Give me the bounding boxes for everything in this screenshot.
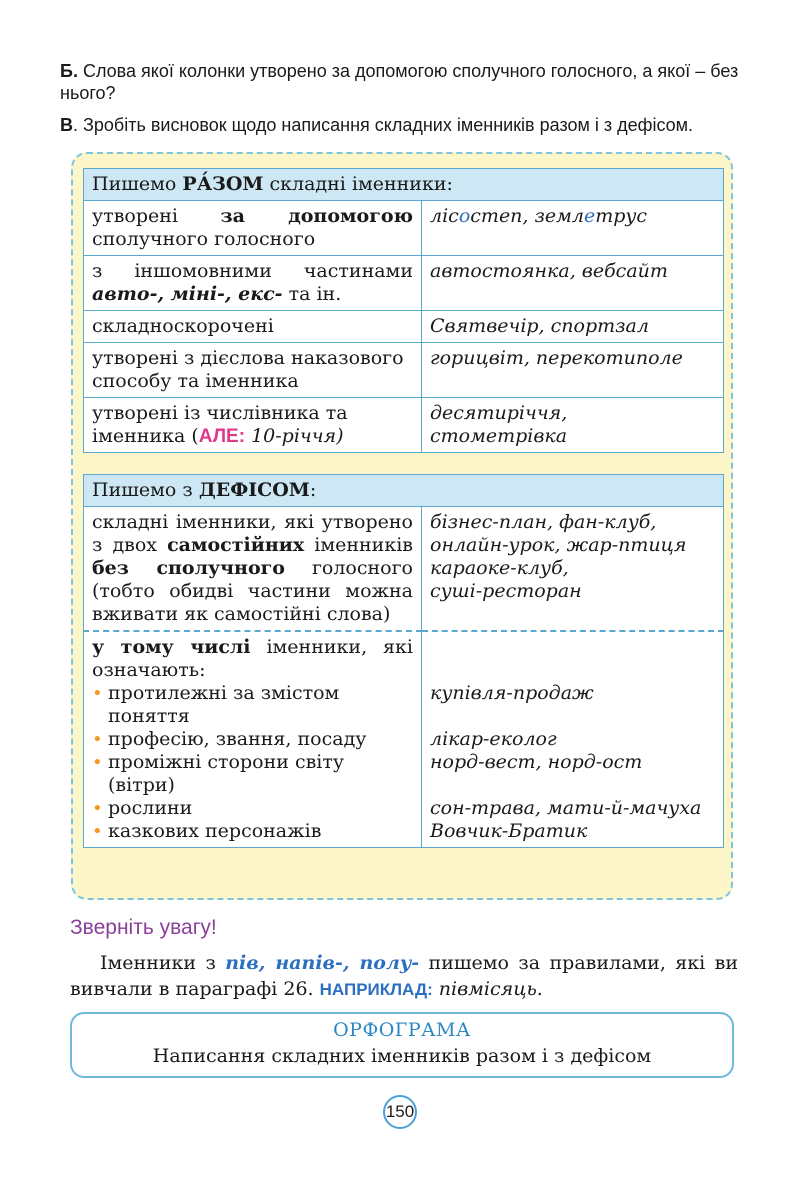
- orthogram-title: ОРФОГРАМА: [333, 1019, 471, 1041]
- list-item: • професію, звання, посаду: [92, 728, 367, 750]
- example-cell: купівля-продаж лікар-еколог норд-вест, норд-ост сон-трава, мати-й-мачуха Вовчик-Братик: [422, 631, 724, 848]
- question-v: [60, 114, 740, 136]
- rule-cell: утворені за допомогою сполучного голосного: [84, 201, 422, 256]
- together-header: Пишемо РА́ЗОМ складні іменники:: [84, 169, 724, 201]
- bullet-icon: •: [92, 798, 103, 819]
- example-cell: десятиріччя, стометрівка: [422, 398, 724, 453]
- orthogram-text: Написання складних іменників разом і з дефісом: [152, 1045, 652, 1067]
- list-item: • проміжні сторони світу (вітри): [92, 751, 345, 796]
- table-row: [84, 507, 724, 632]
- example-cell: горицвіт, перекотиполе: [422, 343, 724, 398]
- table-row: [84, 398, 724, 453]
- note-paragraph: Іменники з пів, напів-, полу- пишемо за правилами, які ви вивчали в параграфі 26. НАПРИКЛАД: півмісяць.: [70, 952, 738, 1000]
- bullet-icon: •: [92, 821, 103, 842]
- question-text: Слова якої колонки утворено за допомогою сполучного голосного, а якої – без нього?: [60, 61, 739, 103]
- rule-cell: утворені з дієслова наказового способу та іменника: [84, 343, 422, 398]
- question-b: [60, 60, 740, 104]
- list-item: • казкових персонажів: [92, 820, 322, 842]
- orthogram-box: [70, 1012, 734, 1078]
- bullet-icon: •: [92, 752, 103, 773]
- example-cell: бізнес-план, фан-клуб, онлайн-урок, жар-птиця караоке-клуб, суші-ресторан: [422, 507, 724, 632]
- rule-cell: утворені із числівника та іменника (АЛЕ: 10-річчя): [84, 398, 422, 453]
- table-header-row: [84, 475, 724, 507]
- list-item: • протилежні за змістом поняття: [92, 682, 340, 727]
- hyphen-table: [83, 474, 724, 848]
- question-letter: В: [60, 115, 73, 135]
- table-row: [84, 256, 724, 311]
- together-table: [83, 168, 724, 453]
- table-row: [84, 311, 724, 343]
- bullet-icon: •: [92, 683, 103, 704]
- bullet-icon: •: [92, 729, 103, 750]
- table-header-row: [84, 169, 724, 201]
- question-text: . Зробіть висновок щодо написання складних іменників разом і з дефісом.: [73, 115, 694, 135]
- example-cell: Святвечір, спортзал: [422, 311, 724, 343]
- rule-cell: у тому числі іменники, які означають: • протилежні за змістом поняття • професію, звання, посаду • проміжні сторони світу (вітри) • рослини • казкових персонажів: [84, 631, 422, 848]
- page-number: 150: [383, 1095, 417, 1129]
- rule-cell: з іншомовними частинами авто-, міні-, екс- та ін.: [84, 256, 422, 311]
- question-letter: Б.: [60, 61, 78, 81]
- rule-cell: складноскорочені: [84, 311, 422, 343]
- list-item: • рослини: [92, 797, 193, 819]
- table-row: [84, 631, 724, 848]
- hyphen-header: Пишемо з ДЕФІСОМ:: [84, 475, 724, 507]
- attention-heading: Зверніть увагу!: [70, 916, 217, 939]
- example-cell: лісостеп, землетрус: [422, 201, 724, 256]
- table-row: [84, 343, 724, 398]
- example-cell: автостоянка, вебсайт: [422, 256, 724, 311]
- table-row: [84, 201, 724, 256]
- rule-cell: складні іменники, які утворено з двох самостійних іменників без сполучного голосного (тобто обидві частини можна вживати як самостійні слова): [84, 507, 422, 632]
